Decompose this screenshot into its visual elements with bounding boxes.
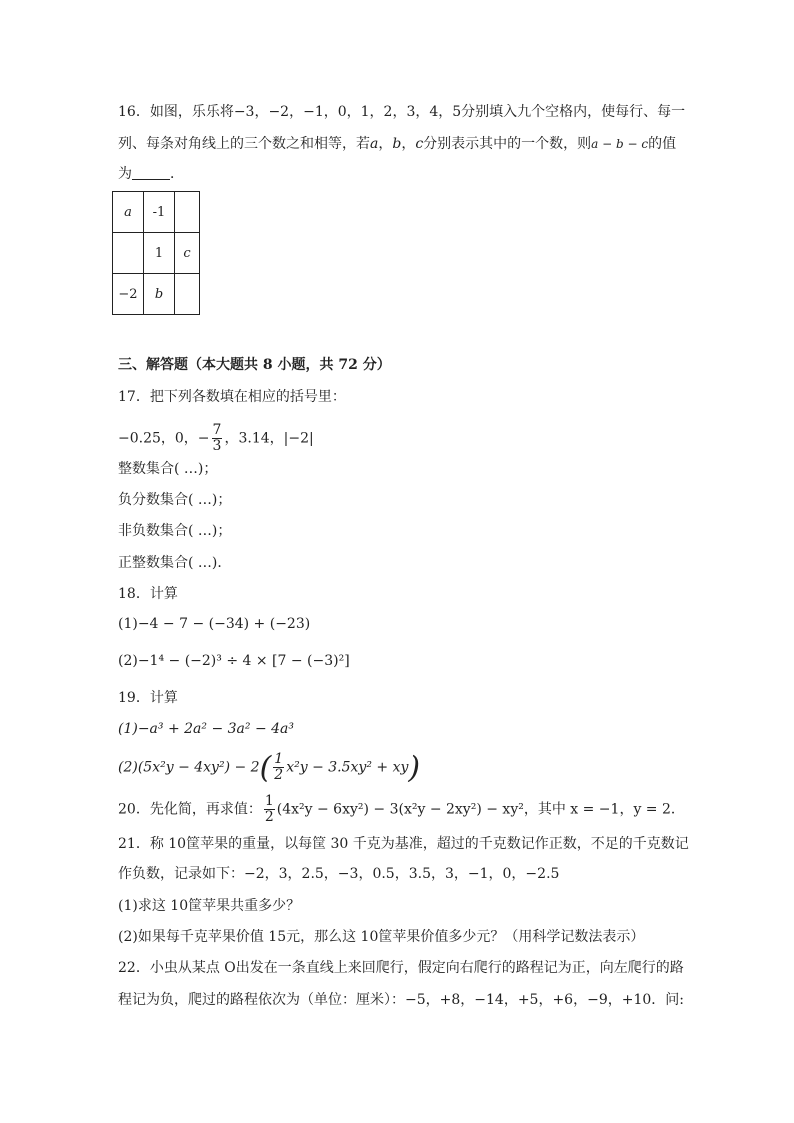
q16-line2-c: 的值 bbox=[648, 136, 677, 152]
q16-line3 bbox=[118, 164, 184, 184]
frac-num: 1 bbox=[274, 751, 284, 767]
q16-sep1: ， bbox=[378, 136, 393, 152]
q16-line2-b: 分别表示其中的一个数，则 bbox=[423, 136, 592, 152]
q16-line2-a: 列、每条对角线上的三个数之和相等，若 bbox=[118, 136, 370, 152]
answer-blank[interactable] bbox=[132, 165, 170, 180]
q16-line1: 16．如图，乐乐将−3，−2，−1，0，1，2，3，4，5分别填入九个空格内，使每行、每一 bbox=[118, 104, 686, 120]
grid-cell: a bbox=[113, 192, 144, 233]
q16-var-b: b bbox=[392, 136, 402, 152]
q21-line1: 21．称 10筐苹果的重量，以每筐 30 千克为基准，超过的千克数记作正数，不足的千克数记 bbox=[118, 836, 689, 852]
q19-part1: (1)−a³ + 2a² − 3a² − 4a³ bbox=[118, 721, 295, 737]
q16-var-c: c bbox=[415, 136, 424, 152]
q16-line2 bbox=[118, 134, 676, 154]
grid-cell: 1 bbox=[144, 233, 175, 274]
q20-a: 20．先化简，再求值： bbox=[118, 801, 262, 818]
q21-part2: (2)如果每千克苹果价值 15元，那么这 10筐苹果价值多少元？（用科学记数法表示） bbox=[118, 929, 645, 945]
q19-part2 bbox=[118, 750, 421, 786]
fraction-one-half bbox=[273, 752, 284, 783]
q18-part1: (1)−4 − 7 − (−34) + (−23) bbox=[118, 616, 311, 632]
right-paren: ) bbox=[408, 750, 421, 786]
q19-part2-a: (2)(5x²y − 4xy²) − 2 bbox=[118, 759, 260, 776]
q22-line2: 程记为负，爬过的路程依次为（单位：厘米）：−5，+8，−14，+5，+6，−9，+10．问: bbox=[118, 992, 684, 1008]
q16-line3-a: 为 bbox=[118, 166, 132, 182]
frac-num: 7 bbox=[212, 422, 222, 438]
q22-line1: 22．小虫从某点 O出发在一条直线上来回爬行，假定向右爬行的路程记为正，向左爬行的路 bbox=[118, 960, 684, 976]
q16-sep2: ， bbox=[401, 136, 416, 152]
q16-line3-b: ． bbox=[170, 166, 184, 182]
set-nonnegative: 非负数集合( …)； bbox=[118, 523, 232, 539]
grid-cell: b bbox=[144, 274, 175, 315]
frac-den: 2 bbox=[274, 767, 284, 783]
section-heading: 三、解答题（本大题共 8 小题，共 72 分） bbox=[118, 357, 391, 373]
magic-square-grid bbox=[112, 191, 200, 315]
grid-cell bbox=[175, 274, 200, 315]
q16-var-a: a bbox=[370, 136, 379, 152]
q21-line2: 作负数，记录如下：−2，3，2.5，−3，0.5，3.5，3，−1，0，−2.5 bbox=[118, 866, 560, 882]
q19-part2-b: x²y − 3.5xy² + xy bbox=[286, 759, 409, 776]
q17-nums-a: −0.25，0，− bbox=[118, 430, 210, 447]
grid-cell: -1 bbox=[144, 192, 175, 233]
q21-part1: (1)求这 10筐苹果共重多少？ bbox=[118, 898, 301, 914]
frac-den: 2 bbox=[264, 809, 274, 825]
grid-cell bbox=[113, 233, 144, 274]
left-paren: ( bbox=[259, 750, 272, 786]
fraction-one-half bbox=[264, 794, 275, 825]
q17-nums-b: ，3.14，|−2| bbox=[224, 430, 314, 447]
q18-title: 18．计算 bbox=[118, 586, 178, 602]
fraction-seven-thirds bbox=[212, 423, 223, 454]
set-negative-fractions: 负分数集合( …)； bbox=[118, 492, 232, 508]
q20-b: (4x²y − 6xy²) − 3(x²y − 2xy²) − xy²，其中 x = −1，y = 2． bbox=[276, 801, 685, 818]
q20-line bbox=[118, 794, 685, 825]
q19-title: 19．计算 bbox=[118, 690, 178, 706]
grid-cell: c bbox=[175, 233, 200, 274]
q18-part2: (2)−1⁴ − (−2)³ ÷ 4 × [7 − (−3)²] bbox=[118, 653, 350, 669]
frac-den: 3 bbox=[212, 438, 222, 454]
set-positive-integers: 正整数集合( …)． bbox=[118, 555, 232, 571]
q17-numbers bbox=[118, 423, 314, 454]
grid-cell: −2 bbox=[113, 274, 144, 315]
frac-num: 1 bbox=[264, 793, 274, 809]
q17-title: 17．把下列各数填在相应的括号里： bbox=[118, 389, 346, 405]
set-integers: 整数集合( …)； bbox=[118, 461, 218, 477]
grid-cell bbox=[175, 192, 200, 233]
q16-expr: a − b − c bbox=[591, 137, 649, 151]
